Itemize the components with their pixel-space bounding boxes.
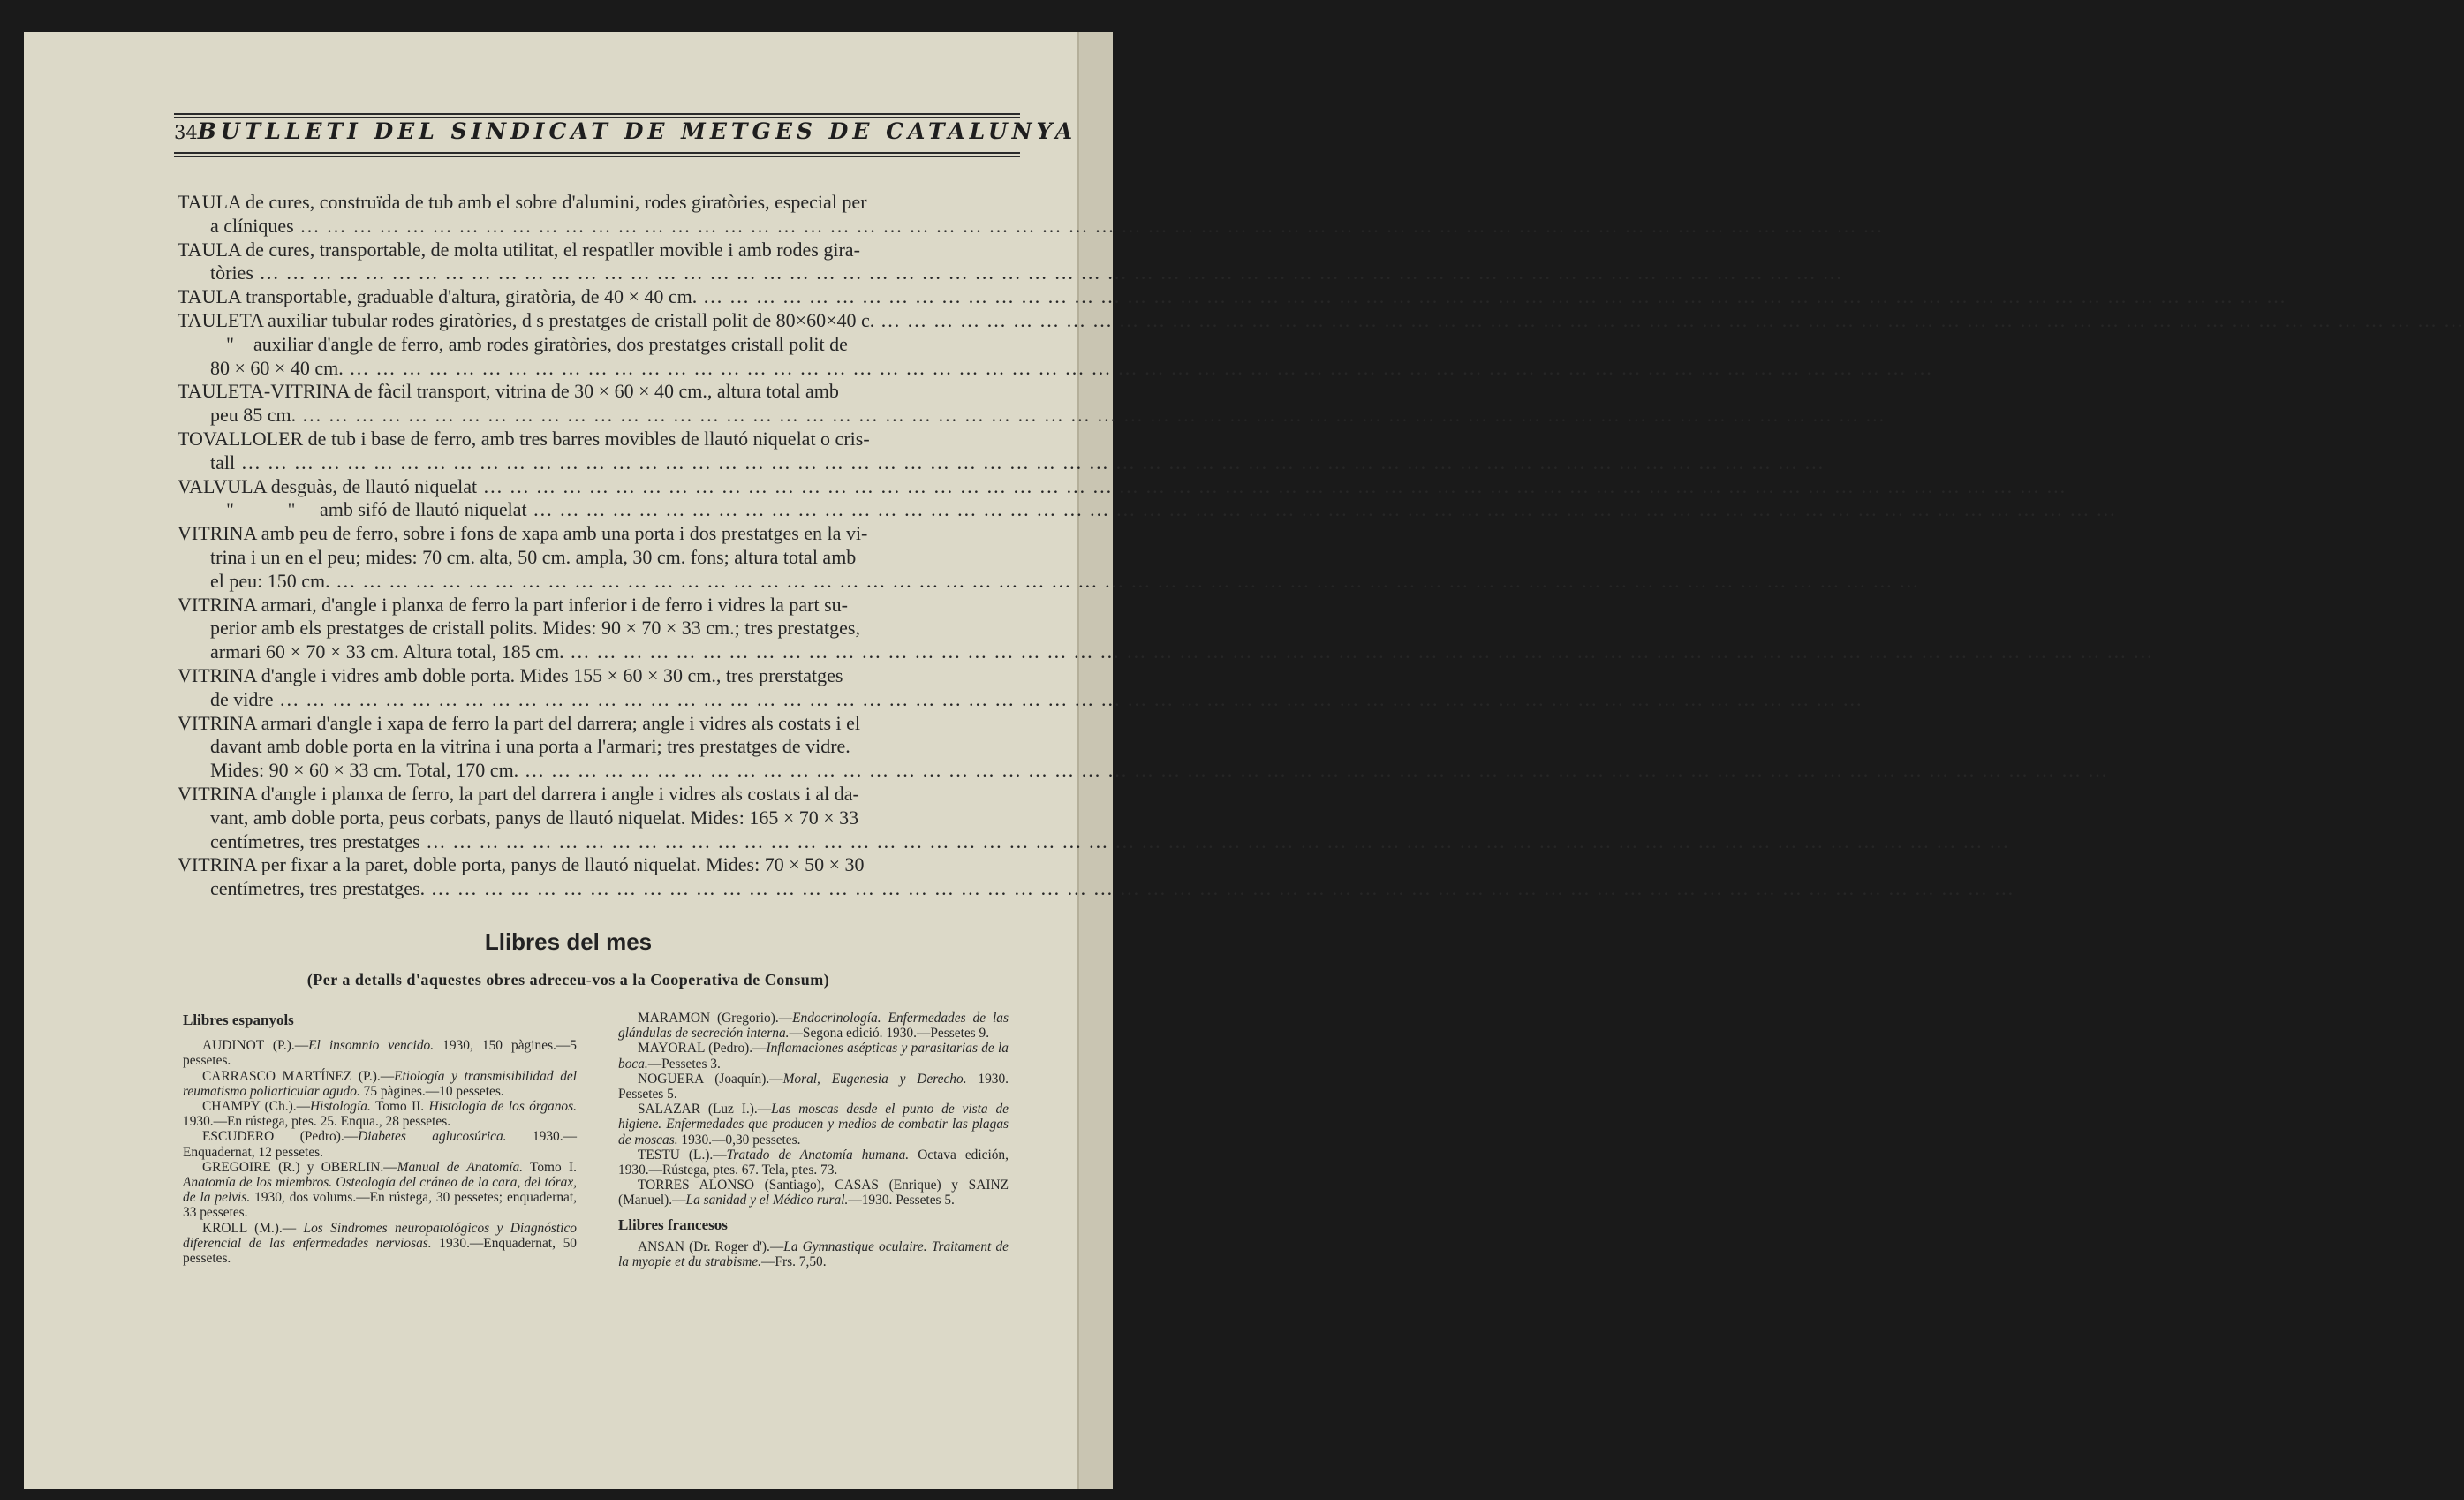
spanish-books-list-continued bbox=[618, 1011, 1009, 1208]
book-entry bbox=[618, 1178, 1009, 1208]
entry-text: " " amb sifó de llautó niquelat bbox=[178, 498, 527, 521]
entry-line bbox=[178, 214, 1884, 239]
running-header bbox=[174, 113, 1077, 157]
book-rest: —1930. Pessetes 5. bbox=[848, 1193, 955, 1208]
entry-text: VITRINA per fixar a la paret, doble porta, panys de llautó niquelat. Mides: 70 × 50 × 30 bbox=[178, 853, 865, 876]
book-entry bbox=[618, 1239, 1009, 1269]
book-title: Diabetes aglucosúrica. bbox=[358, 1129, 507, 1145]
catalogue-entry bbox=[178, 332, 1933, 381]
book-rest: 1930, 150 pàgines.—5 pessetes. bbox=[183, 1038, 577, 1069]
dot-leader: ... ... ... ... ... ... ... ... ... ... ... ... ... ... ... ... ... ... ... ... ... ... ... ... ... ... ... ... ... ... ... ... ... ... ... ... ... ... ... ... ... ... ... ... ... ... ... ... ... ... ... ... ... ... ... ... ... ... ... ... bbox=[273, 687, 1863, 710]
catalogue-entry bbox=[178, 498, 2117, 522]
book-rest: 1930, dos volums.—En rústega, 30 pessetes; enquadernat, 33 pessetes. bbox=[183, 1190, 577, 1221]
entry-line bbox=[178, 191, 965, 215]
entry-text: trina i un en el peu; mides: 70 cm. alta, 50 cm. ampla, 30 cm. fons; altura total amb bbox=[210, 545, 857, 568]
book-rest: 75 pàgines.—10 pessetes. bbox=[359, 1083, 504, 1099]
book-rest: —Frs. 7,50. bbox=[761, 1254, 827, 1270]
entry-text: VALVULA desguàs, de llautó niquelat bbox=[178, 474, 478, 497]
dot-leader: ... ... ... ... ... ... ... ... ... ... ... ... ... ... ... ... ... ... ... ... ... ... ... ... ... ... ... ... ... ... ... ... ... ... ... ... ... ... ... ... ... ... ... ... ... ... ... ... ... ... ... ... ... ... ... ... ... ... ... ... bbox=[425, 877, 2015, 900]
book-entry bbox=[618, 1011, 1009, 1041]
book-author: KROLL (M.).— bbox=[202, 1220, 304, 1236]
entry-text: vant, amb doble porta, peus corbats, panys de llautó niquelat. Mides: 165 × 70 × 33 bbox=[210, 806, 859, 829]
catalogue-entry bbox=[178, 191, 1884, 239]
entry-text: a clíniques bbox=[210, 214, 294, 237]
catalogue-entry bbox=[178, 522, 1920, 593]
entry-line bbox=[178, 735, 965, 759]
entry-text: VITRINA amb peu de ferro, sobre i fons de xapa amb una porta i dos prestatges en la vi- bbox=[178, 522, 868, 545]
entry-text: TAULETA auxiliar tubular rodes giratòries, d s prestatges de cristall polit de 80×60×40 c. bbox=[178, 308, 875, 331]
catalogue-entry bbox=[178, 711, 2109, 783]
book-entry bbox=[618, 1072, 1009, 1102]
book-entry bbox=[618, 1041, 1009, 1071]
book-entry bbox=[183, 1160, 577, 1221]
book-entry bbox=[618, 1102, 1009, 1148]
entry-text: TAULETA-VITRINA de fàcil transport, vitrina de 30 × 60 × 40 cm., altura total amb bbox=[178, 380, 839, 403]
entry-line bbox=[178, 830, 2010, 854]
book-title: Las moscas desde el punto de vista de higiene. Enfermedades que producen y medios de combatir las plagas de moscas. bbox=[618, 1102, 1009, 1148]
dot-leader: ... ... ... ... ... ... ... ... ... ... ... ... ... ... ... ... ... ... ... ... ... ... ... ... ... ... ... ... ... ... ... ... ... ... ... ... ... ... ... ... ... ... ... ... ... ... ... ... ... ... ... ... ... ... ... ... ... ... ... ... bbox=[343, 356, 1933, 379]
book-rest: 1930.—En rústega, ptes. 25. Enqua., 28 pessetes. bbox=[183, 1114, 451, 1130]
catalogue-entry bbox=[178, 782, 2010, 853]
dot-leader: ... ... ... ... ... ... ... ... ... ... ... ... ... ... ... ... ... ... ... ... ... ... ... ... ... ... ... ... ... ... ... ... ... ... ... ... ... ... ... ... ... ... ... ... ... ... ... ... ... ... ... ... ... ... ... ... ... ... ... ... bbox=[526, 498, 2117, 521]
entry-line bbox=[178, 687, 1863, 712]
entry-text: 80 × 60 × 40 cm. bbox=[210, 356, 344, 379]
spanish-books-list bbox=[183, 1038, 577, 1266]
dot-leader: ... ... ... ... ... ... ... ... ... ... ... ... ... ... ... ... ... ... ... ... ... ... ... ... ... ... ... ... ... ... ... ... ... ... ... ... ... ... ... ... ... ... ... ... ... ... ... ... ... ... ... ... ... ... ... ... ... ... ... ... bbox=[477, 474, 2067, 497]
book-author: ANSAN (Dr. Roger d').— bbox=[638, 1239, 784, 1254]
dot-leader: ... ... ... ... ... ... ... ... ... ... ... ... ... ... ... ... ... ... ... ... ... ... ... ... ... ... ... ... ... ... ... ... ... ... ... ... ... ... ... ... ... ... ... ... ... ... ... ... ... ... ... ... ... ... ... ... ... ... ... ... bbox=[296, 404, 1886, 427]
dot-leader: ... ... ... ... ... ... ... ... ... ... ... ... ... ... ... ... ... ... ... ... ... ... ... ... ... ... ... ... ... ... ... ... ... ... ... ... ... ... ... ... ... ... ... ... ... ... ... ... ... ... ... ... ... ... ... ... ... ... ... ... bbox=[235, 451, 1825, 473]
book-author: CHAMPY (Ch.).— bbox=[202, 1099, 310, 1115]
entry-text: Mides: 90 × 60 × 33 cm. Total, 170 cm. bbox=[210, 759, 519, 782]
entry-text: perior amb els prestatges de cristall polits. Mides: 90 × 70 × 33 cm.; tres prestatges, bbox=[210, 617, 860, 640]
book-rest: 1930.—Enquadernat, 50 pessetes. bbox=[183, 1235, 577, 1267]
book-title: Etiología y transmisibilidad del reumatismo poliarticular agudo. bbox=[183, 1068, 577, 1099]
book-rest: 1930. Pessetes 5. bbox=[618, 1071, 1009, 1102]
book-title: La Gymnastique oculaire. Traitament de la myopie et du strabisme. bbox=[618, 1239, 1009, 1270]
book-title: La sanidad y el Médico rural. bbox=[685, 1193, 849, 1208]
book-entry bbox=[183, 1038, 577, 1068]
book-title: Los Síndromes neuropatológicos y Diagnóstico diferencial de las enfermedades nerviosas. bbox=[183, 1220, 577, 1251]
entry-line bbox=[178, 308, 2464, 333]
entry-line bbox=[178, 546, 965, 570]
page-number: 34 bbox=[174, 122, 198, 143]
book-author: MAYORAL (Pedro).— bbox=[638, 1041, 767, 1057]
book-entry bbox=[183, 1099, 577, 1129]
book-title: Manual de Anatomía. bbox=[397, 1159, 524, 1175]
book-author: TORRES ALONSO (Santiago), CASAS (Enrique) y SAINZ (Manuel).— bbox=[618, 1178, 1009, 1208]
book-title: Moral, Eugenesia y Derecho. bbox=[782, 1071, 967, 1087]
entry-line bbox=[178, 759, 2109, 783]
french-books-list bbox=[618, 1239, 1009, 1269]
entry-text: peu 85 cm. bbox=[210, 404, 297, 427]
book-rest: —Segona edició. 1930.—Pessetes 9. bbox=[789, 1026, 990, 1042]
entry-line bbox=[178, 261, 1843, 285]
book-title: Tratado de Anatomía humana. bbox=[726, 1147, 910, 1163]
entry-line bbox=[178, 498, 2117, 522]
book-title: Histología. bbox=[309, 1099, 371, 1115]
header-rule-top bbox=[174, 113, 1020, 115]
entry-text: de vidre bbox=[210, 687, 274, 710]
entry-text: TAULA de cures, construïda de tub amb el sobre d'alumini, rodes giratòries, especial per bbox=[178, 191, 867, 213]
catalogue-entry bbox=[178, 853, 2015, 901]
french-books-heading: Llibres francesos bbox=[618, 1216, 728, 1233]
book-author: SALAZAR (Luz I.).— bbox=[638, 1102, 772, 1117]
entry-line bbox=[178, 451, 1825, 475]
entry-line bbox=[178, 239, 965, 262]
header-rule-bottom bbox=[174, 152, 1020, 154]
dot-leader: ... ... ... ... ... ... ... ... ... ... ... ... ... ... ... ... ... ... ... ... ... ... ... ... ... ... ... ... ... ... ... ... ... ... ... ... ... ... ... ... ... ... ... ... ... ... ... ... ... ... ... ... ... ... ... ... ... ... ... ... bbox=[293, 214, 1884, 237]
book-entry bbox=[183, 1129, 577, 1159]
dot-leader: ... ... ... ... ... ... ... ... ... ... ... ... ... ... ... ... ... ... ... ... ... ... ... ... ... ... ... ... ... ... ... ... ... ... ... ... ... ... ... ... ... ... ... ... ... ... ... ... ... ... ... ... ... ... ... ... ... ... ... ... bbox=[563, 640, 2154, 663]
book-author: TESTU (L.).— bbox=[638, 1147, 727, 1163]
entry-text: tall bbox=[210, 451, 236, 473]
entry-line bbox=[178, 356, 1933, 381]
entry-line bbox=[178, 404, 1886, 428]
book-title: Anatomía de los miembros. Osteología del cráneo de la cara, del tórax, de la pelvis. bbox=[183, 1175, 577, 1206]
entry-line bbox=[178, 594, 965, 617]
book-rest: Octava edición, 1930.—Rústega, ptes. 67. Tela, ptes. 73. bbox=[618, 1147, 1009, 1178]
entry-line bbox=[178, 380, 965, 404]
book-rest: 1930.—0,30 pessetes. bbox=[677, 1132, 801, 1148]
book-rest: Tomo I. bbox=[523, 1159, 577, 1175]
catalogue-entry bbox=[178, 285, 2287, 309]
entry-line bbox=[178, 285, 2287, 309]
document-page bbox=[24, 32, 2464, 1489]
section-title: Llibres del mes bbox=[484, 928, 653, 955]
book-author: AUDINOT (P.).— bbox=[202, 1038, 309, 1054]
dot-leader: ... ... ... ... ... ... ... ... ... ... ... ... ... ... ... ... ... ... ... ... ... ... ... ... ... ... ... ... ... ... ... ... ... ... ... ... ... ... ... ... ... ... ... ... ... ... ... ... ... ... ... ... ... ... ... ... ... ... ... ... bbox=[697, 285, 2287, 308]
books-column-left bbox=[183, 1012, 577, 1266]
header-rule-bottom-thin bbox=[174, 156, 1020, 157]
book-author: ESCUDERO (Pedro).— bbox=[202, 1129, 359, 1145]
dot-leader: ... ... ... ... ... ... ... ... ... ... ... ... ... ... ... ... ... ... ... ... ... ... ... ... ... ... ... ... ... ... ... ... ... ... ... ... ... ... ... ... ... ... ... ... ... ... ... ... ... ... ... ... ... ... ... ... ... ... ... ... bbox=[253, 261, 1843, 284]
entry-text: TAULA de cures, transportable, de molta utilitat, el respatller movible i amb rodes gira- bbox=[178, 238, 860, 261]
entry-text: davant amb doble porta en la vitrina i una porta a l'armari; tres prestatges de vidre. bbox=[210, 735, 850, 758]
entry-text: TAULA transportable, graduable d'altura, giratòria, de 40 × 40 cm. bbox=[178, 285, 698, 308]
entry-line bbox=[178, 569, 1920, 594]
book-entry bbox=[183, 1221, 577, 1267]
catalogue-entry bbox=[178, 427, 1825, 475]
entry-text: centímetres, tres prestatges. bbox=[210, 877, 426, 900]
catalogue-entry bbox=[178, 663, 1863, 712]
catalogue-entry bbox=[178, 308, 2464, 333]
book-rest: 1930.—Enquadernat, 12 pessetes. bbox=[183, 1129, 577, 1160]
entry-line bbox=[178, 877, 2015, 901]
catalogue-entry bbox=[178, 593, 2154, 664]
entry-line bbox=[178, 617, 965, 640]
entry-text: TOVALLOLER de tub i base de ferro, amb tres barres movibles de llautó niquelat o cris- bbox=[178, 427, 870, 450]
dot-leader: ... ... ... ... ... ... ... ... ... ... ... ... ... ... ... ... ... ... ... ... ... ... ... ... ... ... ... ... ... ... ... ... ... ... ... ... ... ... ... ... ... ... ... ... ... ... ... ... ... ... ... ... ... ... ... ... ... ... ... ... bbox=[329, 569, 1920, 592]
entry-text: el peu: 150 cm. bbox=[210, 569, 330, 592]
entry-line bbox=[178, 522, 965, 546]
spanish-books-heading: Llibres espanyols bbox=[183, 1011, 294, 1028]
entry-text: VITRINA d'angle i planxa de ferro, la part del darrera i angle i vidres als costats i al da- bbox=[178, 782, 859, 805]
dot-leader: ... ... ... ... ... ... ... ... ... ... ... ... ... ... ... ... ... ... ... ... ... ... ... ... ... ... ... ... ... ... ... ... ... ... ... ... ... ... ... ... ... ... ... ... ... ... ... ... ... ... ... ... ... ... ... ... ... ... ... ... bbox=[874, 308, 2464, 331]
catalogue-entry bbox=[178, 238, 1843, 286]
entry-text: VITRINA d'angle i vidres amb doble porta. Mides 155 × 60 × 30 cm., tres prerstatges bbox=[178, 663, 843, 686]
book-author: MARAMON (Gregorio).— bbox=[638, 1011, 793, 1026]
book-title: El insomnio vencido. bbox=[308, 1038, 435, 1054]
entry-line bbox=[178, 783, 965, 807]
entry-line bbox=[178, 474, 2067, 499]
book-title: Histología de los órganos. bbox=[428, 1099, 577, 1115]
entry-text: armari 60 × 70 × 33 cm. Altura total, 185 cm. bbox=[210, 640, 564, 663]
dot-leader: ... ... ... ... ... ... ... ... ... ... ... ... ... ... ... ... ... ... ... ... ... ... ... ... ... ... ... ... ... ... ... ... ... ... ... ... ... ... ... ... ... ... ... ... ... ... ... ... ... ... ... ... ... ... ... ... ... ... ... ... bbox=[518, 759, 2109, 782]
book-rest: Tomo II. bbox=[370, 1099, 429, 1115]
entry-line bbox=[178, 428, 965, 451]
section-subtitle: (Per a detalls d'aquestes obres adreceu-vos a la Cooperativa de Consum) bbox=[306, 971, 830, 989]
entry-line bbox=[178, 712, 965, 736]
book-author: GREGOIRE (R.) y OBERLIN.— bbox=[202, 1159, 397, 1175]
entry-text: " auxiliar d'angle de ferro, amb rodes giratòries, dos prestatges cristall polit de bbox=[178, 332, 848, 355]
dot-leader: ... ... ... ... ... ... ... ... ... ... ... ... ... ... ... ... ... ... ... ... ... ... ... ... ... ... ... ... ... ... ... ... ... ... ... ... ... ... ... ... ... ... ... ... ... ... ... ... ... ... ... ... ... ... ... ... ... ... ... ... bbox=[419, 830, 2010, 852]
catalogue-entries bbox=[178, 191, 2464, 901]
entry-text: VITRINA armari, d'angle i planxa de ferro la part inferior i de ferro i vidres la part su- bbox=[178, 593, 848, 616]
journal-title: BUTLLETI DEL SINDICAT DE METGES DE CATALUNYA bbox=[197, 118, 1077, 144]
entry-line bbox=[178, 807, 965, 830]
entry-text: VITRINA armari d'angle i xapa de ferro la part del darrera; angle i vidres als costats i el bbox=[178, 711, 861, 734]
entry-line bbox=[178, 853, 965, 877]
book-title: Endocrinología. Enfermedades de las glándulas de secreción interna. bbox=[618, 1011, 1009, 1042]
book-author: NOGUERA (Joaquín).— bbox=[638, 1071, 783, 1087]
entry-line bbox=[178, 333, 965, 357]
entry-text: centímetres, tres prestatges bbox=[210, 830, 420, 852]
book-author: CARRASCO MARTÍNEZ (P.).— bbox=[202, 1068, 395, 1084]
book-entry bbox=[618, 1148, 1009, 1178]
catalogue-entry bbox=[178, 380, 1886, 428]
books-column-right bbox=[618, 1011, 1009, 1269]
catalogue-entry bbox=[178, 474, 2067, 499]
entry-line bbox=[178, 640, 2154, 664]
book-entry bbox=[183, 1069, 577, 1099]
book-title: Inflamaciones asépticas y parasitarias de la boca. bbox=[618, 1041, 1009, 1072]
book-rest: —Pessetes 3. bbox=[647, 1056, 721, 1072]
entry-line bbox=[178, 664, 965, 688]
entry-text: tòries bbox=[210, 261, 253, 284]
